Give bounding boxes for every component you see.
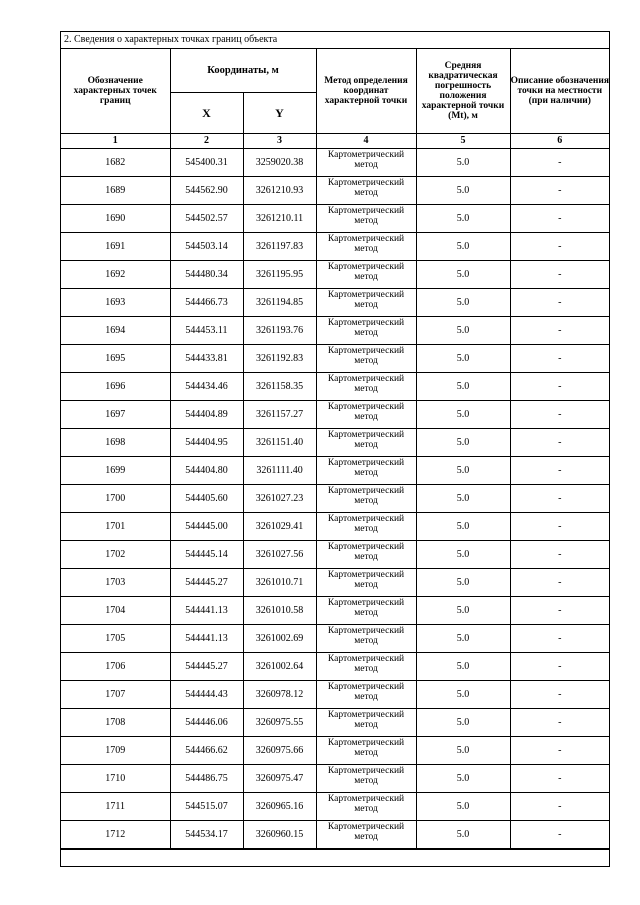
coord-y: 3261027.23 <box>243 485 316 513</box>
point-id: 1696 <box>61 373 170 401</box>
boundary-points-table <box>61 49 609 849</box>
description-cell: - <box>510 737 609 765</box>
point-id: 1694 <box>61 317 170 345</box>
column-number: 3 <box>243 134 316 149</box>
mt-value: 5.0 <box>416 653 510 681</box>
column-number: 6 <box>510 134 609 149</box>
table-row <box>61 261 609 289</box>
table-row <box>61 709 609 737</box>
mt-value: 5.0 <box>416 233 510 261</box>
table-row <box>61 821 609 849</box>
coord-y: 3261157.27 <box>243 401 316 429</box>
description-cell: - <box>510 457 609 485</box>
method-cell: Картометрический метод <box>316 597 416 625</box>
point-id: 1704 <box>61 597 170 625</box>
coord-x: 544453.11 <box>170 317 243 345</box>
table-row <box>61 177 609 205</box>
table-row <box>61 289 609 317</box>
method-cell: Картометрический метод <box>316 513 416 541</box>
header-method: Метод определения координат характерной точки <box>316 49 416 134</box>
mt-value: 5.0 <box>416 317 510 345</box>
description-cell: - <box>510 373 609 401</box>
point-id: 1691 <box>61 233 170 261</box>
coord-x: 544445.27 <box>170 653 243 681</box>
point-id: 1689 <box>61 177 170 205</box>
table-row <box>61 681 609 709</box>
mt-value: 5.0 <box>416 401 510 429</box>
table-row <box>61 429 609 457</box>
coord-y: 3261197.83 <box>243 233 316 261</box>
description-cell: - <box>510 681 609 709</box>
table-body <box>61 149 609 849</box>
table-row <box>61 233 609 261</box>
point-id: 1698 <box>61 429 170 457</box>
description-cell: - <box>510 233 609 261</box>
mt-value: 5.0 <box>416 793 510 821</box>
header-designation: Обозначение характерных точек границ <box>61 49 170 134</box>
coord-y: 3261151.40 <box>243 429 316 457</box>
method-cell: Картометрический метод <box>316 289 416 317</box>
point-id: 1710 <box>61 765 170 793</box>
coord-x: 544441.13 <box>170 625 243 653</box>
header-error: Средняя квадратическая погрешность положения характерной точки (Mt), м <box>416 49 510 134</box>
table-row <box>61 625 609 653</box>
column-number: 2 <box>170 134 243 149</box>
coord-x: 544445.00 <box>170 513 243 541</box>
method-cell: Картометрический метод <box>316 737 416 765</box>
coord-y: 3260978.12 <box>243 681 316 709</box>
coord-y: 3261010.58 <box>243 597 316 625</box>
mt-value: 5.0 <box>416 765 510 793</box>
coord-y: 3260975.47 <box>243 765 316 793</box>
mt-value: 5.0 <box>416 513 510 541</box>
table-row <box>61 737 609 765</box>
method-cell: Картометрический метод <box>316 345 416 373</box>
coord-x: 544486.75 <box>170 765 243 793</box>
method-cell: Картометрический метод <box>316 261 416 289</box>
method-cell: Картометрический метод <box>316 485 416 513</box>
table-row <box>61 205 609 233</box>
description-cell: - <box>510 429 609 457</box>
mt-value: 5.0 <box>416 205 510 233</box>
method-cell: Картометрический метод <box>316 373 416 401</box>
boundary-points-sheet <box>60 31 610 867</box>
header-description: Описание обозначения точки на местности (при наличии) <box>510 49 609 134</box>
point-id: 1690 <box>61 205 170 233</box>
description-cell: - <box>510 345 609 373</box>
column-number: 1 <box>61 134 170 149</box>
coord-y: 3261210.93 <box>243 177 316 205</box>
coord-y: 3259020.38 <box>243 149 316 177</box>
table-row <box>61 401 609 429</box>
method-cell: Картометрический метод <box>316 541 416 569</box>
method-cell: Картометрический метод <box>316 177 416 205</box>
method-cell: Картометрический метод <box>316 709 416 737</box>
coord-x: 544503.14 <box>170 233 243 261</box>
description-cell: - <box>510 765 609 793</box>
description-cell: - <box>510 625 609 653</box>
coord-x: 544515.07 <box>170 793 243 821</box>
method-cell: Картометрический метод <box>316 793 416 821</box>
mt-value: 5.0 <box>416 597 510 625</box>
table-row <box>61 653 609 681</box>
coord-x: 544445.14 <box>170 541 243 569</box>
point-id: 1695 <box>61 345 170 373</box>
coord-x: 544434.46 <box>170 373 243 401</box>
coord-y: 3261192.83 <box>243 345 316 373</box>
description-cell: - <box>510 569 609 597</box>
table-row <box>61 513 609 541</box>
mt-value: 5.0 <box>416 345 510 373</box>
method-cell: Картометрический метод <box>316 569 416 597</box>
coord-x: 544466.62 <box>170 737 243 765</box>
mt-value: 5.0 <box>416 429 510 457</box>
table-row <box>61 597 609 625</box>
table-footer-strip <box>61 849 609 866</box>
coord-y: 3261210.11 <box>243 205 316 233</box>
mt-value: 5.0 <box>416 457 510 485</box>
mt-value: 5.0 <box>416 681 510 709</box>
coord-y: 3261002.64 <box>243 653 316 681</box>
description-cell: - <box>510 149 609 177</box>
coord-x: 544405.60 <box>170 485 243 513</box>
coord-y: 3261158.35 <box>243 373 316 401</box>
mt-value: 5.0 <box>416 149 510 177</box>
point-id: 1702 <box>61 541 170 569</box>
coord-x: 544466.73 <box>170 289 243 317</box>
point-id: 1711 <box>61 793 170 821</box>
coord-y: 3261195.95 <box>243 261 316 289</box>
point-id: 1712 <box>61 821 170 849</box>
description-cell: - <box>510 177 609 205</box>
table-row <box>61 569 609 597</box>
coord-x: 544480.34 <box>170 261 243 289</box>
method-cell: Картометрический метод <box>316 149 416 177</box>
point-id: 1699 <box>61 457 170 485</box>
table-row <box>61 765 609 793</box>
point-id: 1709 <box>61 737 170 765</box>
description-cell: - <box>510 289 609 317</box>
description-cell: - <box>510 709 609 737</box>
point-id: 1697 <box>61 401 170 429</box>
table-row <box>61 149 609 177</box>
table-row <box>61 793 609 821</box>
mt-value: 5.0 <box>416 821 510 849</box>
mt-value: 5.0 <box>416 709 510 737</box>
point-id: 1682 <box>61 149 170 177</box>
coord-x: 544404.80 <box>170 457 243 485</box>
method-cell: Картометрический метод <box>316 765 416 793</box>
coord-y: 3261027.56 <box>243 541 316 569</box>
mt-value: 5.0 <box>416 289 510 317</box>
table-row <box>61 541 609 569</box>
point-id: 1700 <box>61 485 170 513</box>
point-id: 1706 <box>61 653 170 681</box>
coord-y: 3261010.71 <box>243 569 316 597</box>
coord-y: 3261194.85 <box>243 289 316 317</box>
method-cell: Картометрический метод <box>316 233 416 261</box>
coord-x: 544534.17 <box>170 821 243 849</box>
point-id: 1708 <box>61 709 170 737</box>
mt-value: 5.0 <box>416 177 510 205</box>
coord-x: 544444.43 <box>170 681 243 709</box>
coord-y: 3261002.69 <box>243 625 316 653</box>
coord-x: 544404.95 <box>170 429 243 457</box>
column-number: 5 <box>416 134 510 149</box>
method-cell: Картометрический метод <box>316 653 416 681</box>
coord-y: 3261111.40 <box>243 457 316 485</box>
method-cell: Картометрический метод <box>316 317 416 345</box>
description-cell: - <box>510 653 609 681</box>
point-id: 1701 <box>61 513 170 541</box>
table-row <box>61 373 609 401</box>
coord-y: 3261029.41 <box>243 513 316 541</box>
coord-y: 3260975.55 <box>243 709 316 737</box>
point-id: 1705 <box>61 625 170 653</box>
coord-y: 3260975.66 <box>243 737 316 765</box>
description-cell: - <box>510 485 609 513</box>
coord-x: 544404.89 <box>170 401 243 429</box>
section-caption: 2. Сведения о характерных точках границ объекта <box>61 32 609 49</box>
mt-value: 5.0 <box>416 541 510 569</box>
description-cell: - <box>510 793 609 821</box>
coord-x: 544445.27 <box>170 569 243 597</box>
mt-value: 5.0 <box>416 485 510 513</box>
description-cell: - <box>510 205 609 233</box>
header-coordinates: Координаты, м <box>170 49 316 93</box>
method-cell: Картометрический метод <box>316 625 416 653</box>
method-cell: Картометрический метод <box>316 821 416 849</box>
description-cell: - <box>510 541 609 569</box>
mt-value: 5.0 <box>416 261 510 289</box>
column-number: 4 <box>316 134 416 149</box>
description-cell: - <box>510 821 609 849</box>
header-y: Y <box>243 93 316 134</box>
coord-x: 544441.13 <box>170 597 243 625</box>
method-cell: Картометрический метод <box>316 457 416 485</box>
description-cell: - <box>510 401 609 429</box>
coord-x: 544562.90 <box>170 177 243 205</box>
coord-x: 544433.81 <box>170 345 243 373</box>
description-cell: - <box>510 317 609 345</box>
method-cell: Картометрический метод <box>316 401 416 429</box>
description-cell: - <box>510 513 609 541</box>
method-cell: Картометрический метод <box>316 681 416 709</box>
point-id: 1693 <box>61 289 170 317</box>
coord-y: 3261193.76 <box>243 317 316 345</box>
table-row <box>61 485 609 513</box>
point-id: 1692 <box>61 261 170 289</box>
method-cell: Картометрический метод <box>316 429 416 457</box>
mt-value: 5.0 <box>416 625 510 653</box>
description-cell: - <box>510 261 609 289</box>
header-x: X <box>170 93 243 134</box>
table-row <box>61 345 609 373</box>
description-cell: - <box>510 597 609 625</box>
method-cell: Картометрический метод <box>316 205 416 233</box>
coord-x: 545400.31 <box>170 149 243 177</box>
coord-y: 3260965.16 <box>243 793 316 821</box>
coord-x: 544446.06 <box>170 709 243 737</box>
table-row <box>61 457 609 485</box>
coord-x: 544502.57 <box>170 205 243 233</box>
point-id: 1703 <box>61 569 170 597</box>
coord-y: 3260960.15 <box>243 821 316 849</box>
mt-value: 5.0 <box>416 569 510 597</box>
mt-value: 5.0 <box>416 737 510 765</box>
table-row <box>61 317 609 345</box>
mt-value: 5.0 <box>416 373 510 401</box>
point-id: 1707 <box>61 681 170 709</box>
